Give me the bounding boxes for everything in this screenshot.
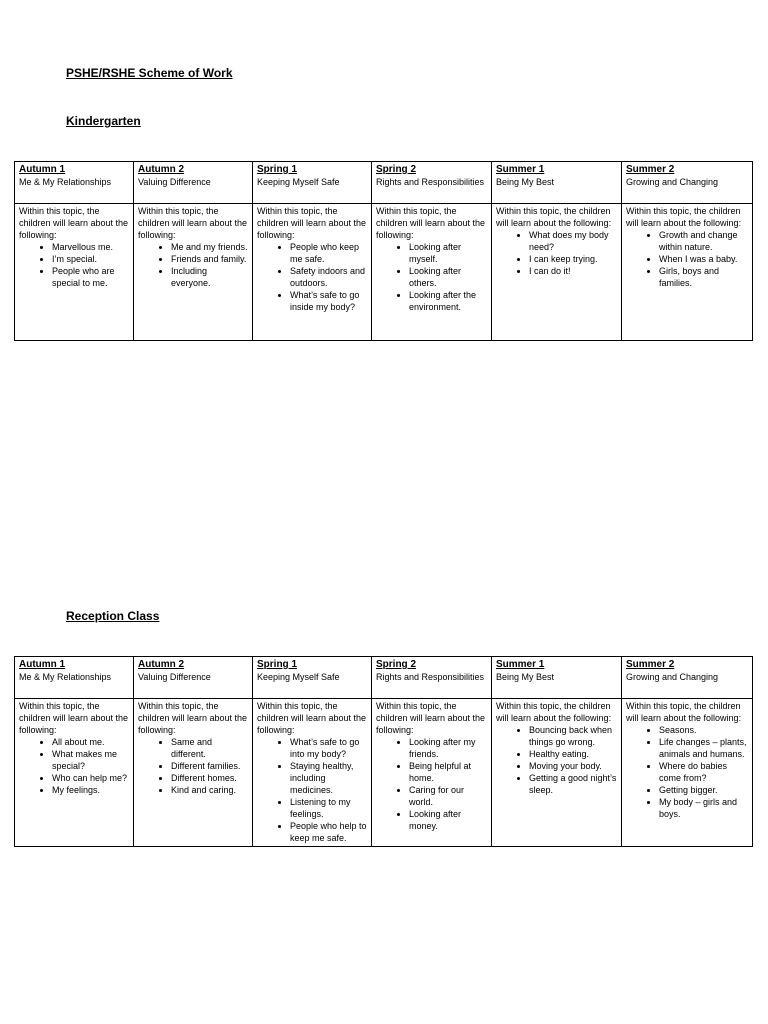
term-header-cell: [622, 657, 753, 699]
term-header-cell: [15, 657, 134, 699]
term-header-cell: [622, 162, 753, 204]
learning-point: • Girls, boys and families.: [659, 265, 749, 289]
topic-content-cell: [372, 699, 492, 847]
learning-points-list: [626, 229, 749, 289]
learning-point: • Kind and caring.: [171, 784, 249, 796]
learning-point: • I can do it!: [529, 265, 618, 277]
learning-point: • Growth and change within nature.: [659, 229, 749, 253]
learning-point: • Seasons.: [659, 724, 749, 736]
topic-intro-text: Within this topic, the children will learn about the following:: [376, 206, 486, 240]
term-name: Autumn 1: [19, 659, 66, 670]
learning-point: • What makes me special?: [52, 748, 130, 772]
term-name: Autumn 1: [19, 164, 66, 175]
topic-title: Being My Best: [496, 177, 555, 187]
term-header-cell: [492, 162, 622, 204]
topic-intro-text: Within this topic, the children will learn about the following:: [138, 206, 248, 240]
learning-point: • Getting bigger.: [659, 784, 749, 796]
topic-title: Being My Best: [496, 672, 555, 682]
learning-points-list: [376, 736, 488, 832]
term-name: Summer 1: [496, 164, 545, 175]
learning-points-list: [496, 724, 618, 796]
learning-points-list: [496, 229, 618, 277]
term-header-cell: [134, 657, 253, 699]
learning-point: • Looking after myself.: [409, 241, 488, 265]
learning-point: • Listening to my feelings.: [290, 796, 368, 820]
term-header-cell: [492, 657, 622, 699]
topic-content-cell: [492, 204, 622, 341]
content-row: [15, 204, 753, 341]
topic-title: Growing and Changing: [626, 177, 719, 187]
learning-point: • Different families.: [171, 760, 249, 772]
learning-point: • Getting a good night’s sleep.: [529, 772, 618, 796]
topic-content-cell: [372, 204, 492, 341]
learning-points-list: [376, 241, 488, 313]
learning-point: • People who keep me safe.: [290, 241, 368, 265]
term-name: Summer 2: [626, 659, 675, 670]
learning-point: • My feelings.: [52, 784, 130, 796]
learning-point: • Me and my friends.: [171, 241, 249, 253]
term-header-cell: [134, 162, 253, 204]
learning-point: • I’m special.: [52, 253, 130, 265]
topic-intro-text: Within this topic, the children will learn about the following:: [257, 206, 367, 240]
learning-points-list: [19, 241, 130, 289]
topic-intro-text: Within this topic, the children will learn about the following:: [626, 206, 742, 228]
learning-point: • Including everyone.: [171, 265, 249, 289]
topic-intro-text: Within this topic, the children will learn about the following:: [376, 701, 486, 735]
document-title: PSHE/RSHE Scheme of Work: [66, 66, 233, 80]
topic-content-cell: [15, 204, 134, 341]
learning-point: • What’s safe to go inside my body?: [290, 289, 368, 313]
topic-title: Rights and Responsibilities: [376, 177, 485, 187]
topic-title: Valuing Difference: [138, 177, 211, 187]
learning-point: • Where do babies come from?: [659, 760, 749, 784]
learning-point: • All about me.: [52, 736, 130, 748]
term-name: Summer 2: [626, 164, 675, 175]
term-name: Spring 2: [376, 164, 417, 175]
learning-points-list: [19, 736, 130, 796]
topic-intro-text: Within this topic, the children will learn about the following:: [257, 701, 367, 735]
topic-content-cell: [622, 699, 753, 847]
term-name: Autumn 2: [138, 164, 185, 175]
reception-class-heading: Reception Class: [66, 609, 160, 623]
learning-point: • Safety indoors and outdoors.: [290, 265, 368, 289]
learning-point: • Who can help me?: [52, 772, 130, 784]
learning-point: • What does my body need?: [529, 229, 618, 253]
learning-point: • Looking after the environment.: [409, 289, 488, 313]
learning-points-list: [138, 736, 249, 796]
term-name: Autumn 2: [138, 659, 185, 670]
learning-point: • People who are special to me.: [52, 265, 130, 289]
term-name: Spring 1: [257, 164, 298, 175]
topic-title: Growing and Changing: [626, 672, 719, 682]
learning-point: • Staying healthy, including medicines.: [290, 760, 368, 796]
learning-point: • Bouncing back when things go wrong.: [529, 724, 618, 748]
topic-content-cell: [15, 699, 134, 847]
kindergarten-heading: Kindergarten: [66, 114, 141, 128]
topic-content-cell: [622, 204, 753, 341]
learning-point: • Same and different.: [171, 736, 249, 760]
topic-content-cell: [134, 699, 253, 847]
topic-intro-text: Within this topic, the children will learn about the following:: [138, 701, 248, 735]
learning-points-list: [626, 724, 749, 820]
learning-point: • Looking after money.: [409, 808, 488, 832]
topic-intro-text: Within this topic, the children will learn about the following:: [496, 206, 612, 228]
learning-point: • My body – girls and boys.: [659, 796, 749, 820]
learning-points-list: [138, 241, 249, 289]
topic-content-cell: [134, 204, 253, 341]
learning-point: • I can keep trying.: [529, 253, 618, 265]
topic-intro-text: Within this topic, the children will learn about the following:: [19, 701, 129, 735]
learning-point: • When I was a baby.: [659, 253, 749, 265]
learning-point: • Being helpful at home.: [409, 760, 488, 784]
term-name: Spring 2: [376, 659, 417, 670]
learning-points-list: [257, 241, 368, 313]
topic-title: Rights and Responsibilities: [376, 672, 485, 682]
content-row: [15, 699, 753, 847]
learning-point: • Moving your body.: [529, 760, 618, 772]
learning-point: • People who help to keep me safe.: [290, 820, 368, 844]
term-header-cell: [372, 162, 492, 204]
topic-title: Me & My Relationships: [19, 672, 112, 682]
topic-content-cell: [253, 204, 372, 341]
learning-point: • Different homes.: [171, 772, 249, 784]
learning-point: • Friends and family.: [171, 253, 249, 265]
term-header-cell: [253, 657, 372, 699]
term-header-cell: [253, 162, 372, 204]
term-header-row: [15, 657, 753, 699]
topic-content-cell: [492, 699, 622, 847]
topic-title: Keeping Myself Safe: [257, 177, 340, 187]
learning-point: • Marvellous me.: [52, 241, 130, 253]
learning-point: • What’s safe to go into my body?: [290, 736, 368, 760]
topic-title: Me & My Relationships: [19, 177, 112, 187]
learning-points-list: [257, 736, 368, 844]
term-name: Spring 1: [257, 659, 298, 670]
learning-point: • Life changes – plants, animals and humans.: [659, 736, 749, 760]
term-name: Summer 1: [496, 659, 545, 670]
topic-intro-text: Within this topic, the children will learn about the following:: [496, 701, 612, 723]
learning-point: • Looking after my friends.: [409, 736, 488, 760]
topic-title: Valuing Difference: [138, 672, 211, 682]
reception-class-scheme-table: [14, 656, 753, 847]
topic-title: Keeping Myself Safe: [257, 672, 340, 682]
learning-point: • Healthy eating.: [529, 748, 618, 760]
term-header-row: [15, 162, 753, 204]
topic-intro-text: Within this topic, the children will learn about the following:: [626, 701, 742, 723]
topic-content-cell: [253, 699, 372, 847]
term-header-cell: [372, 657, 492, 699]
learning-point: • Caring for our world.: [409, 784, 488, 808]
kindergarten-scheme-table: [14, 161, 753, 341]
term-header-cell: [15, 162, 134, 204]
topic-intro-text: Within this topic, the children will learn about the following:: [19, 206, 129, 240]
learning-point: • Looking after others.: [409, 265, 488, 289]
